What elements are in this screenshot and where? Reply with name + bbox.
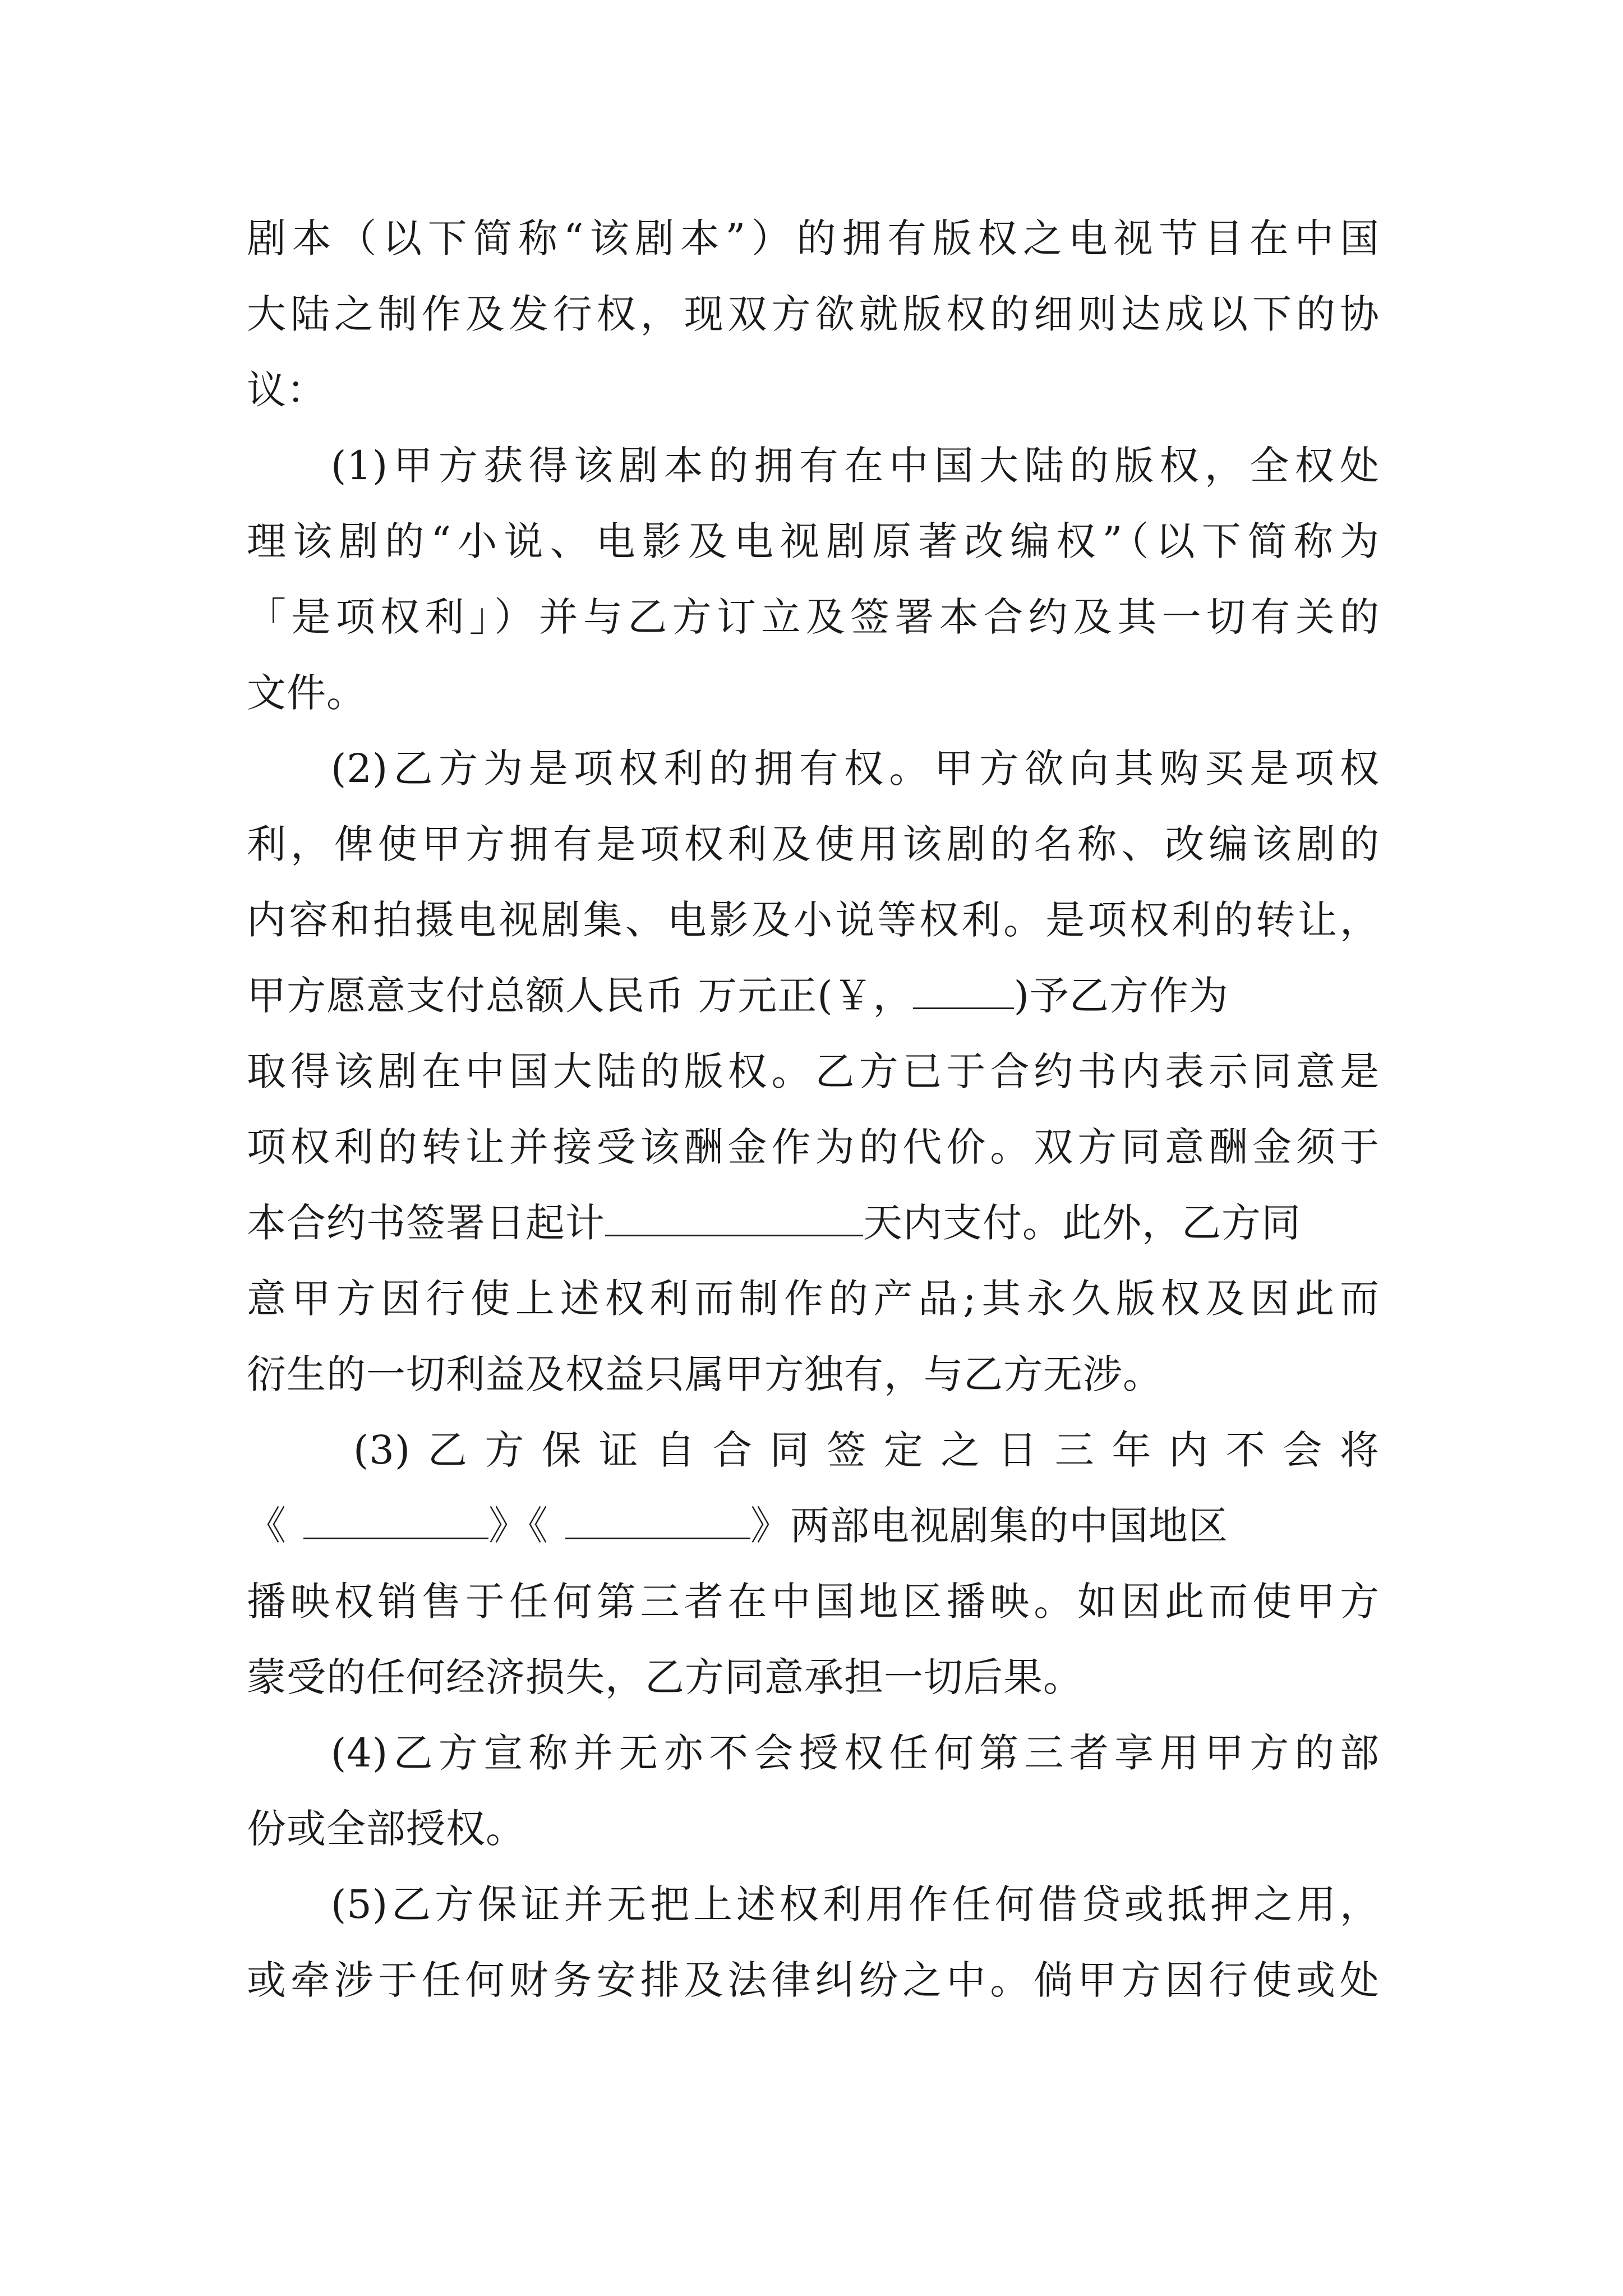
text-line: 利，俾使甲方拥有是项权利及使用该剧的名称、改编该剧的 — [247, 821, 1380, 867]
text-line: 「是项权利」）并与乙方订立及签署本合约及其一切有关的 — [247, 594, 1380, 640]
text-line — [247, 1195, 1380, 1251]
text-segment: 甲方愿意支付总额人民币 万元正(￥， — [247, 973, 913, 1019]
title-blank-1 — [303, 1504, 488, 1539]
paragraph-5-line: (5)乙方保证并无把上述权利用作任何借贷或抵押之用， — [331, 1881, 1380, 1927]
text-line: 文件。 — [247, 670, 366, 716]
days-blank — [605, 1201, 863, 1236]
text-line — [247, 968, 1380, 1024]
text-line: 内容和拍摄电视剧集、电影及小说等权利。是项权利的转让， — [247, 897, 1380, 943]
text-line: 蒙受的任何经济损失，乙方同意承担一切后果。 — [247, 1654, 1083, 1700]
text-segment: 》两部电视剧集的中国地区 — [750, 1503, 1228, 1549]
text-line: 取得该剧在中国大陆的版权。乙方已于合约书内表示同意是 — [247, 1048, 1380, 1094]
text-line: 播映权销售于任何第三者在中国地区播映。如因此而使甲方 — [247, 1579, 1380, 1625]
title-blank-2 — [565, 1504, 750, 1539]
text-line: 份或全部授权。 — [247, 1806, 525, 1852]
text-segment: 天内支付。此外，乙方同 — [863, 1200, 1301, 1246]
text-segment: )予乙方作为 — [1013, 973, 1229, 1019]
text-line — [247, 1498, 1380, 1554]
text-line: 剧本（以下简称“该剧本”）的拥有版权之电视节目在中国 — [247, 215, 1380, 261]
paragraph-1-line: (1)甲方获得该剧本的拥有在中国大陆的版权，全权处 — [331, 443, 1380, 489]
text-line: 衍生的一切利益及权益只属甲方独有，与乙方无涉。 — [247, 1351, 1163, 1397]
text-line: 大陆之制作及发行权，现双方欲就版权的细则达成以下的协 — [247, 291, 1380, 337]
text-segment: 》《 — [488, 1503, 548, 1549]
text-line: 理该剧的“小说、电影及电视剧原著改编权”（以下简称为 — [247, 518, 1380, 564]
text-segment: 《 — [247, 1503, 287, 1549]
text-line: 项权利的转让并接受该酬金作为的代价。双方同意酬金须于 — [247, 1124, 1380, 1170]
paragraph-2-line: (2)乙方为是项权利的拥有权。甲方欲向其购买是项权 — [331, 746, 1380, 792]
amount-blank — [913, 974, 1014, 1009]
text-line: 意甲方因行使上述权利而制作的产品;其永久版权及因此而 — [247, 1276, 1380, 1322]
paragraph-4-line: (4)乙方宣称并无亦不会授权任何第三者享用甲方的部 — [331, 1730, 1380, 1776]
text-line: 或牵涉于任何财务安排及法律纠纷之中。倘甲方因行使或处 — [247, 1957, 1380, 2003]
text-segment: 本合约书签署日起计 — [247, 1200, 605, 1246]
paragraph-3-line: (3)乙方保证自合同签定之日三年内不会将 — [353, 1427, 1380, 1473]
text-line: 议： — [247, 367, 326, 413]
